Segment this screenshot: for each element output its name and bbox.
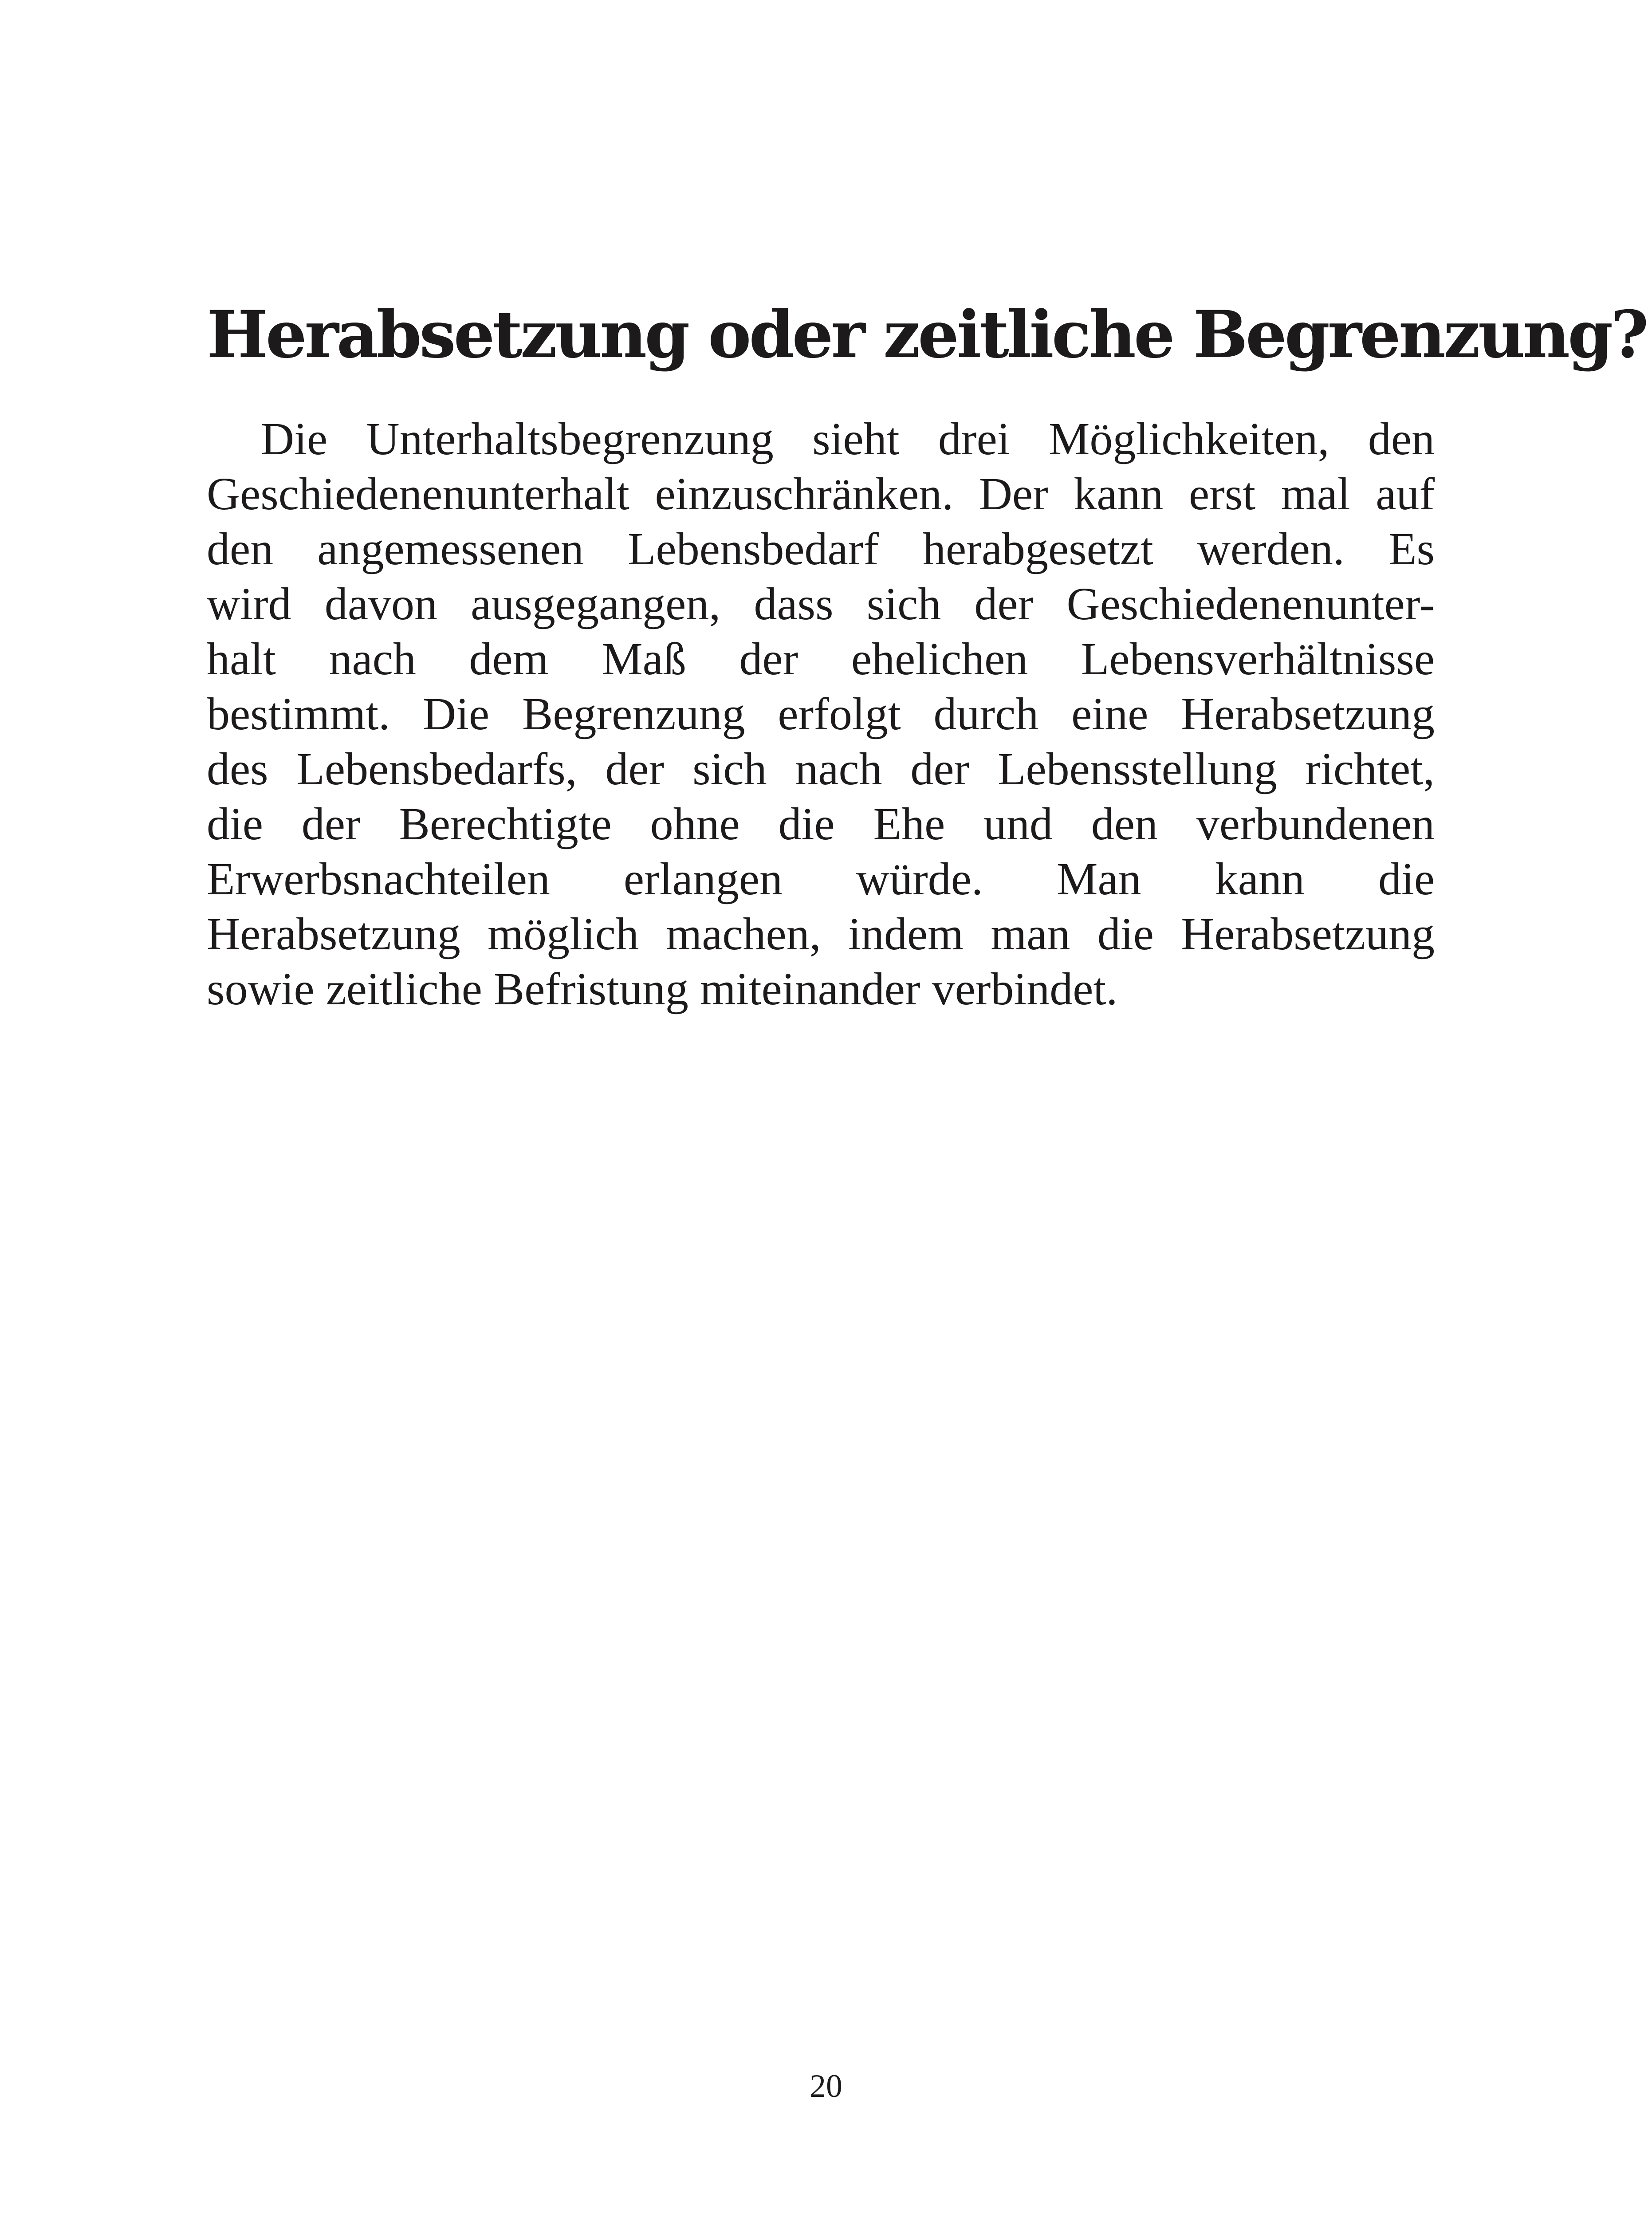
paragraph-line: Die Unterhaltsbegrenzung sieht drei Möglichkeiten, den: [261, 413, 1435, 464]
paragraph-line: des Lebensbedarfs, der sich nach der Lebensstellung richtet,: [207, 743, 1435, 794]
paragraph-line: Herabsetzung möglich machen, indem man die Herabsetzung: [207, 908, 1435, 960]
section-heading: Herabsetzung oder zeitliche Begrenzung?: [207, 297, 1647, 373]
body-paragraph: [207, 412, 1435, 1017]
paragraph-line: halt nach dem Maß der ehelichen Lebensverhältnisse: [207, 633, 1435, 684]
paragraph-line: den angemessenen Lebensbedarf herabgesetzt werden. Es: [207, 523, 1435, 574]
paragraph-line: wird davon ausgegangen, dass sich der Geschiedenenunter-: [207, 578, 1435, 629]
paragraph-line: die der Berechtigte ohne die Ehe und den verbundenen: [207, 798, 1435, 849]
paragraph-line: sowie zeitliche Befristung miteinander verbindet.: [207, 963, 1118, 1015]
paragraph-line: Erwerbsnachteilen erlangen würde. Man kann die: [207, 853, 1435, 905]
page-number: 20: [810, 2068, 842, 2104]
paragraph-line: bestimmt. Die Begrenzung erfolgt durch eine Herabsetzung: [207, 688, 1435, 739]
paragraph-line: Geschiedenenunterhalt einzuschränken. Der kann erst mal auf: [207, 468, 1435, 519]
